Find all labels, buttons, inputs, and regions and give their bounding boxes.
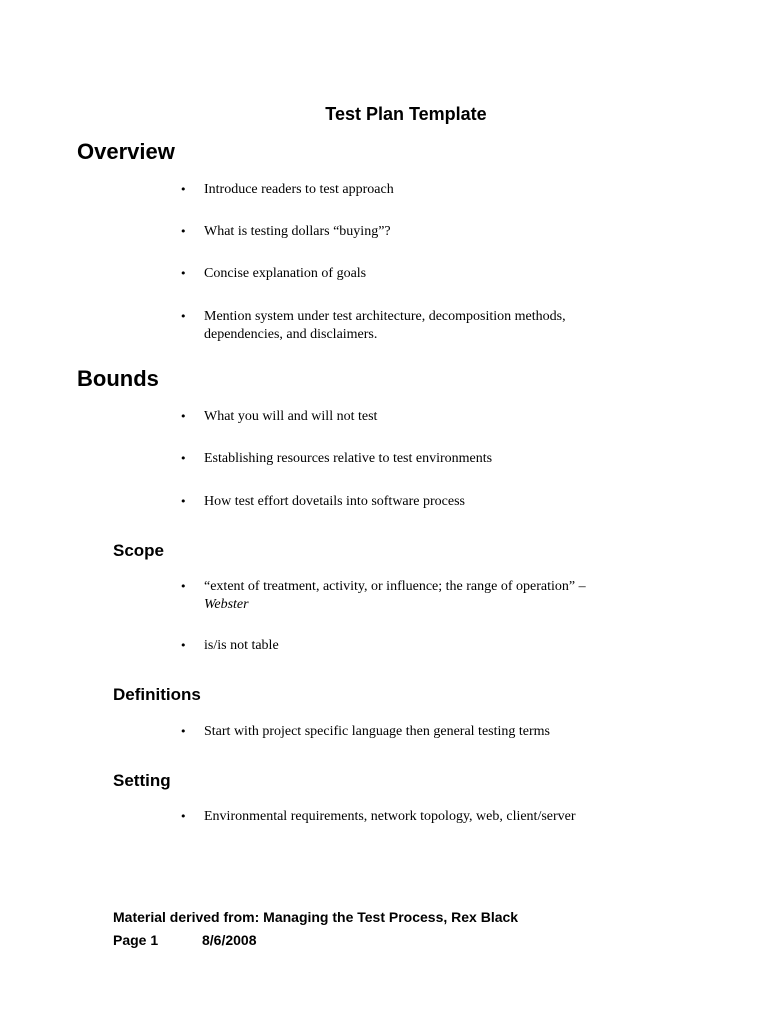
list-item-text: How test effort dovetails into software process: [204, 494, 466, 509]
list-item-text: Introduce readers to test approach: [204, 182, 394, 197]
list-item-text: “extent of treatment, activity, or influence; the range of operation” –: [204, 579, 586, 594]
list-item-text: Start with project specific language then general testing terms: [204, 724, 550, 739]
list-item-text: What you will and will not test: [204, 409, 378, 424]
list-item: [180, 723, 644, 741]
list-item: [180, 493, 644, 511]
bullet-icon: •: [180, 225, 187, 238]
list-item: [180, 408, 644, 426]
list-item: [180, 223, 644, 241]
footer-date: 8/6/2008: [202, 932, 257, 948]
list-item-text: Environmental requirements, network topology, web, client/server: [204, 809, 576, 824]
bounds-heading: Bounds: [77, 366, 159, 391]
list-item: [180, 450, 644, 468]
bullet-icon: •: [180, 725, 187, 738]
document-title: Test Plan Template: [325, 104, 487, 124]
list-item-text: Establishing resources relative to test environments: [204, 451, 493, 466]
bullet-icon: •: [180, 183, 187, 196]
bullet-icon: •: [180, 495, 187, 508]
setting-heading: Setting: [113, 771, 171, 790]
quote-source: Webster: [204, 597, 249, 612]
list-item: [180, 578, 624, 614]
list-item: [180, 265, 644, 283]
bullet-icon: •: [180, 410, 187, 423]
list-item-text: Mention system under test architecture, decomposition methods, dependencies, and disclaimers.: [204, 309, 566, 342]
list-item-text: What is testing dollars “buying”?: [204, 224, 391, 239]
definitions-heading: Definitions: [113, 685, 201, 704]
footer-page-number: Page 1: [113, 932, 159, 948]
list-item: [180, 308, 614, 344]
bullet-icon: •: [180, 452, 187, 465]
list-item: [180, 181, 644, 199]
list-item: [180, 808, 644, 826]
bullet-icon: •: [180, 267, 187, 280]
footer-credit: Material derived from: Managing the Test Process, Rex Black: [113, 909, 519, 925]
bullet-icon: •: [180, 639, 187, 652]
list-item: [180, 637, 644, 655]
bullet-icon: •: [180, 810, 187, 823]
list-item-text: Concise explanation of goals: [204, 266, 367, 281]
bullet-icon: •: [180, 310, 187, 323]
bullet-icon: •: [180, 580, 187, 593]
overview-heading: Overview: [77, 139, 175, 164]
scope-heading: Scope: [113, 541, 165, 560]
list-item-text: is/is not table: [204, 638, 279, 653]
